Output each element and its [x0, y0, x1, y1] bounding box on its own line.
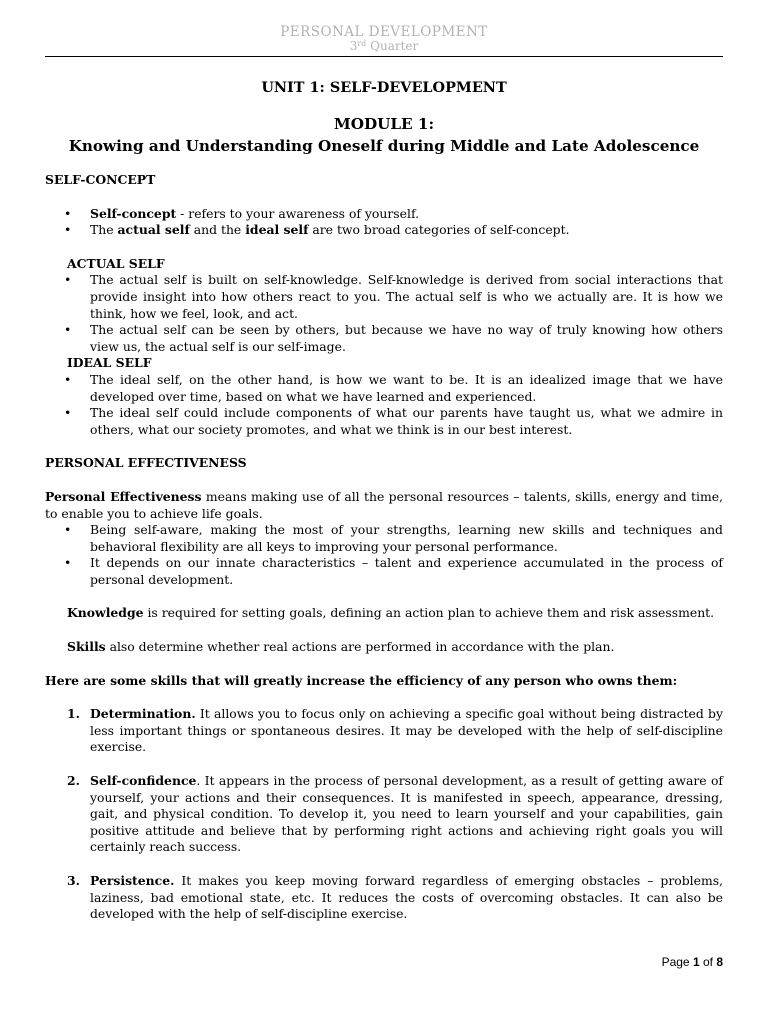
personal-effectiveness-heading: PERSONAL EFFECTIVENESS: [45, 455, 247, 471]
knowledge-paragraph: Knowledge is required for setting goals, defining an action plan to achieve them and risk assessment.: [67, 605, 715, 621]
list-item: 2. Self-confidence. It appears in the process of personal development, as a result of getting aware of yourself, your actions and their consequences. It is manifested in speech, appearance, dressing, gait, and physical condition. To develop it, you need to learn yourself and your capabilities, gain positive attitude and believe that by performing right actions and achieving right goals you will certainly reach success.: [67, 773, 723, 855]
bullet-icon: •: [64, 405, 72, 421]
list-item: • The ideal self, on the other hand, is how we want to be. It is an idealized image that we have developed over time, based on what we have learned and experienced.: [64, 371, 723, 404]
self-concept-list: [45, 206, 723, 239]
page-header: [45, 0, 723, 52]
skills-paragraph: Skills also determine whether real actions are performed in accordance with the plan.: [67, 639, 615, 655]
personal-effectiveness-intro: Personal Effectiveness means making use of all the personal resources – talents, skills, energy and time, to enable you to achieve life goals.: [45, 488, 723, 521]
list-item: • The ideal self could include components of what our parents have taught us, what we admire in others, what our society promotes, and what we think is in our best interest.: [64, 405, 723, 437]
list-item: • The actual self is built on self-knowledge. Self-knowledge is derived from social interactions that provide insight into how others react to you. The actual self is who we actually are. It is how we think, how we feel, look, and act.: [64, 272, 723, 321]
module-title: MODULE 1:: [333, 115, 435, 133]
skills-list: [45, 706, 723, 923]
skills-intro: Here are some skills that will greatly increase the efficiency of any person who owns them:: [45, 672, 678, 688]
header-quarter: 3rd Quarter: [349, 39, 419, 53]
module-subtitle: Knowing and Understanding Oneself during Middle and Late Adolescence: [68, 137, 700, 155]
list-item: • The actual self and the ideal self are two broad categories of self-concept.: [64, 222, 570, 238]
ideal-self-list: [45, 372, 723, 438]
bullet-icon: •: [64, 322, 72, 338]
list-item: • The actual self can be seen by others, but because we have no way of truly knowing how others view us, the actual self is our self-image.: [64, 322, 723, 354]
ideal-self-heading: IDEAL SELF: [67, 355, 152, 371]
list-spacer: [90, 856, 723, 873]
bullet-icon: •: [64, 522, 72, 538]
list-item: 3. Persistence. It makes you keep moving forward regardless of emerging obstacles – problems, laziness, bad emotional state, etc. It reduces the costs of overcoming obstacles. It can also be developed with the help of self-discipline exercise.: [67, 873, 723, 922]
self-concept-heading: SELF-CONCEPT: [45, 172, 156, 187]
header-title: PERSONAL DEVELOPMENT: [280, 24, 488, 40]
bullet-icon: •: [64, 222, 72, 238]
list-item: • Self-concept - refers to your awareness of yourself.: [64, 205, 420, 221]
list-number: 1.: [67, 706, 80, 722]
actual-self-list: [45, 272, 723, 355]
list-item: • It depends on our innate characteristics – talent and experience accumulated in the process of personal development.: [64, 555, 723, 587]
list-number: 2.: [67, 773, 80, 789]
list-item: • Being self-aware, making the most of your strengths, learning new skills and techniques and behavioral flexibility are all keys to improving your personal performance.: [64, 522, 723, 554]
bullet-icon: •: [64, 371, 72, 387]
unit-title: UNIT 1: SELF-DEVELOPMENT: [261, 79, 507, 96]
bullet-icon: •: [64, 272, 72, 288]
header-divider: [45, 56, 723, 57]
list-number: 3.: [67, 873, 80, 888]
bullet-icon: •: [64, 555, 72, 571]
page-number: Page 1 of 8: [661, 955, 723, 969]
actual-self-heading: ACTUAL SELF: [67, 255, 165, 271]
list-spacer: [90, 756, 723, 773]
personal-effectiveness-list: [45, 522, 723, 588]
list-item: 1. Determination. It allows you to focus only on achieving a specific goal without being distracted by less important things or spontaneous desires. It may be developed with the help of self-discipline exercise.: [67, 706, 723, 755]
bullet-icon: •: [64, 205, 72, 221]
